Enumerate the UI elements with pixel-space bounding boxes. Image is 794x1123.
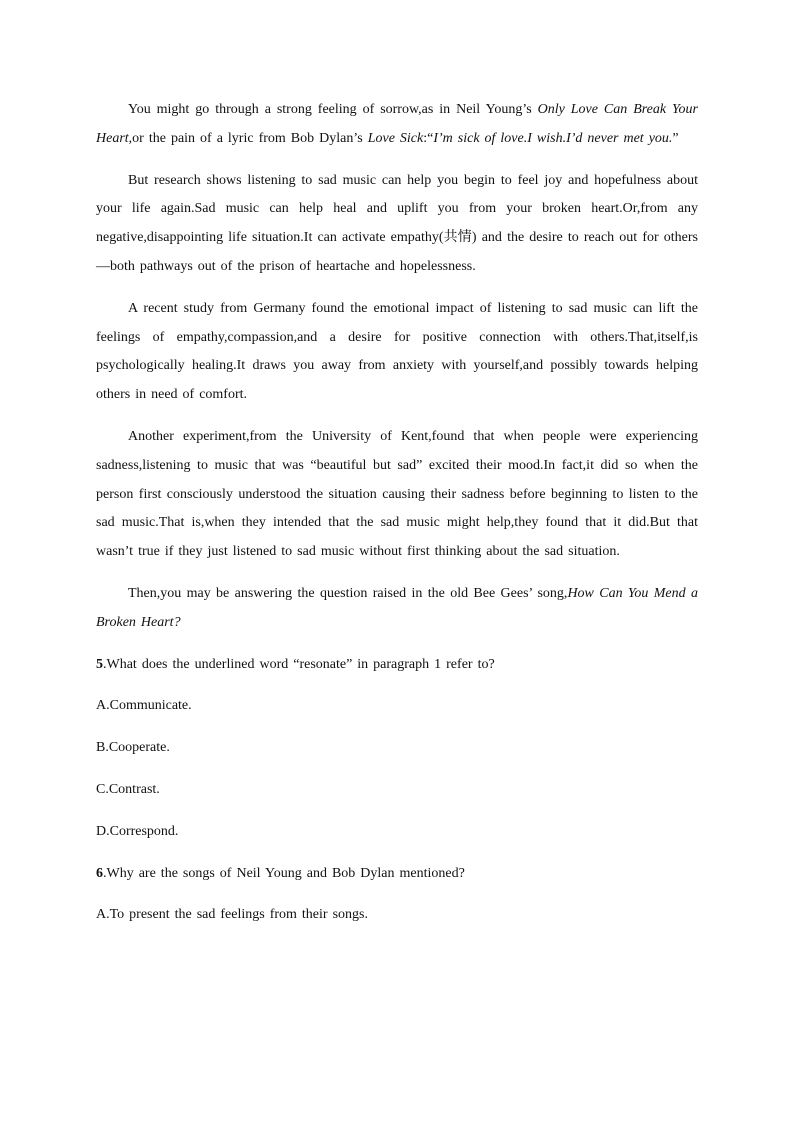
song-title-love-sick: Love Sick <box>367 130 424 146</box>
paragraph-1-text-d: ” <box>672 130 679 146</box>
question-5-number: 5 <box>96 656 103 672</box>
question-6 <box>96 860 698 889</box>
question-5 <box>96 651 698 680</box>
paragraph-2: But research shows listening to sad music can help you begin to feel joy and hopefulness about your life again.Sad music can help heal and uplift you from your broken heart.Or,from any negative,disappointing life situation.It can activate empathy(共情) and the desire to reach out for others—both pathways out of the prison of heartache and hopelessness. <box>96 172 698 274</box>
paragraph-1 <box>96 96 698 154</box>
question-5-option-d: D.Correspond. <box>96 823 179 839</box>
document-page <box>96 96 698 943</box>
question-6-text: .Why are the songs of Neil Young and Bob Dylan mentioned? <box>103 865 465 881</box>
question-5-option-b: B.Cooperate. <box>96 740 170 756</box>
question-6-option-a: A.To present the sad feelings from their songs. <box>96 907 368 923</box>
paragraph-1-text-c: :“ <box>423 130 434 146</box>
song-title-only-love: Only Love Can Break Your Heart <box>96 102 698 146</box>
paragraph-1-text-b: ,or the pain of a lyric from Bob Dylan’s <box>128 130 368 146</box>
lyric-quote: I’m sick of love.I wish.I’d never met you. <box>433 130 673 146</box>
question-5-option-a: A.Communicate. <box>96 698 192 714</box>
paragraph-5-text: Then,you may be answering the question raised in the old Bee Gees’ song, <box>128 585 568 601</box>
question-5-text: .What does the underlined word “resonate” in paragraph 1 refer to? <box>103 656 495 672</box>
question-5-option-c: C.Contrast. <box>96 781 160 797</box>
paragraph-1-text-a: You might go through a strong feeling of sorrow,as in Neil Young’s <box>128 102 538 117</box>
question-6-number: 6 <box>96 865 103 881</box>
paragraph-4: Another experiment,from the University of Kent,found that when people were experiencing sadness,listening to music that was “beautiful but sad” excited their mood.In fact,it did so when the person first consciously understood the situation causing their sadness before beginning to listen to the sad music.That is,when they intended that the sad music might help,they found that it did.But that wasn’t true if they just listened to sad music without first thinking about the sad situation. <box>96 428 698 560</box>
paragraph-3: A recent study from Germany found the emotional impact of listening to sad music can lift the feelings of empathy,compassion,and a desire for positive connection with others.That,itself,is psychologically healing.It draws you away from anxiety with yourself,and possibly towards helping others in need of comfort. <box>96 300 698 403</box>
paragraph-5 <box>96 580 698 638</box>
song-title-mend-heart: How Can You Mend a Broken Heart? <box>96 585 698 630</box>
